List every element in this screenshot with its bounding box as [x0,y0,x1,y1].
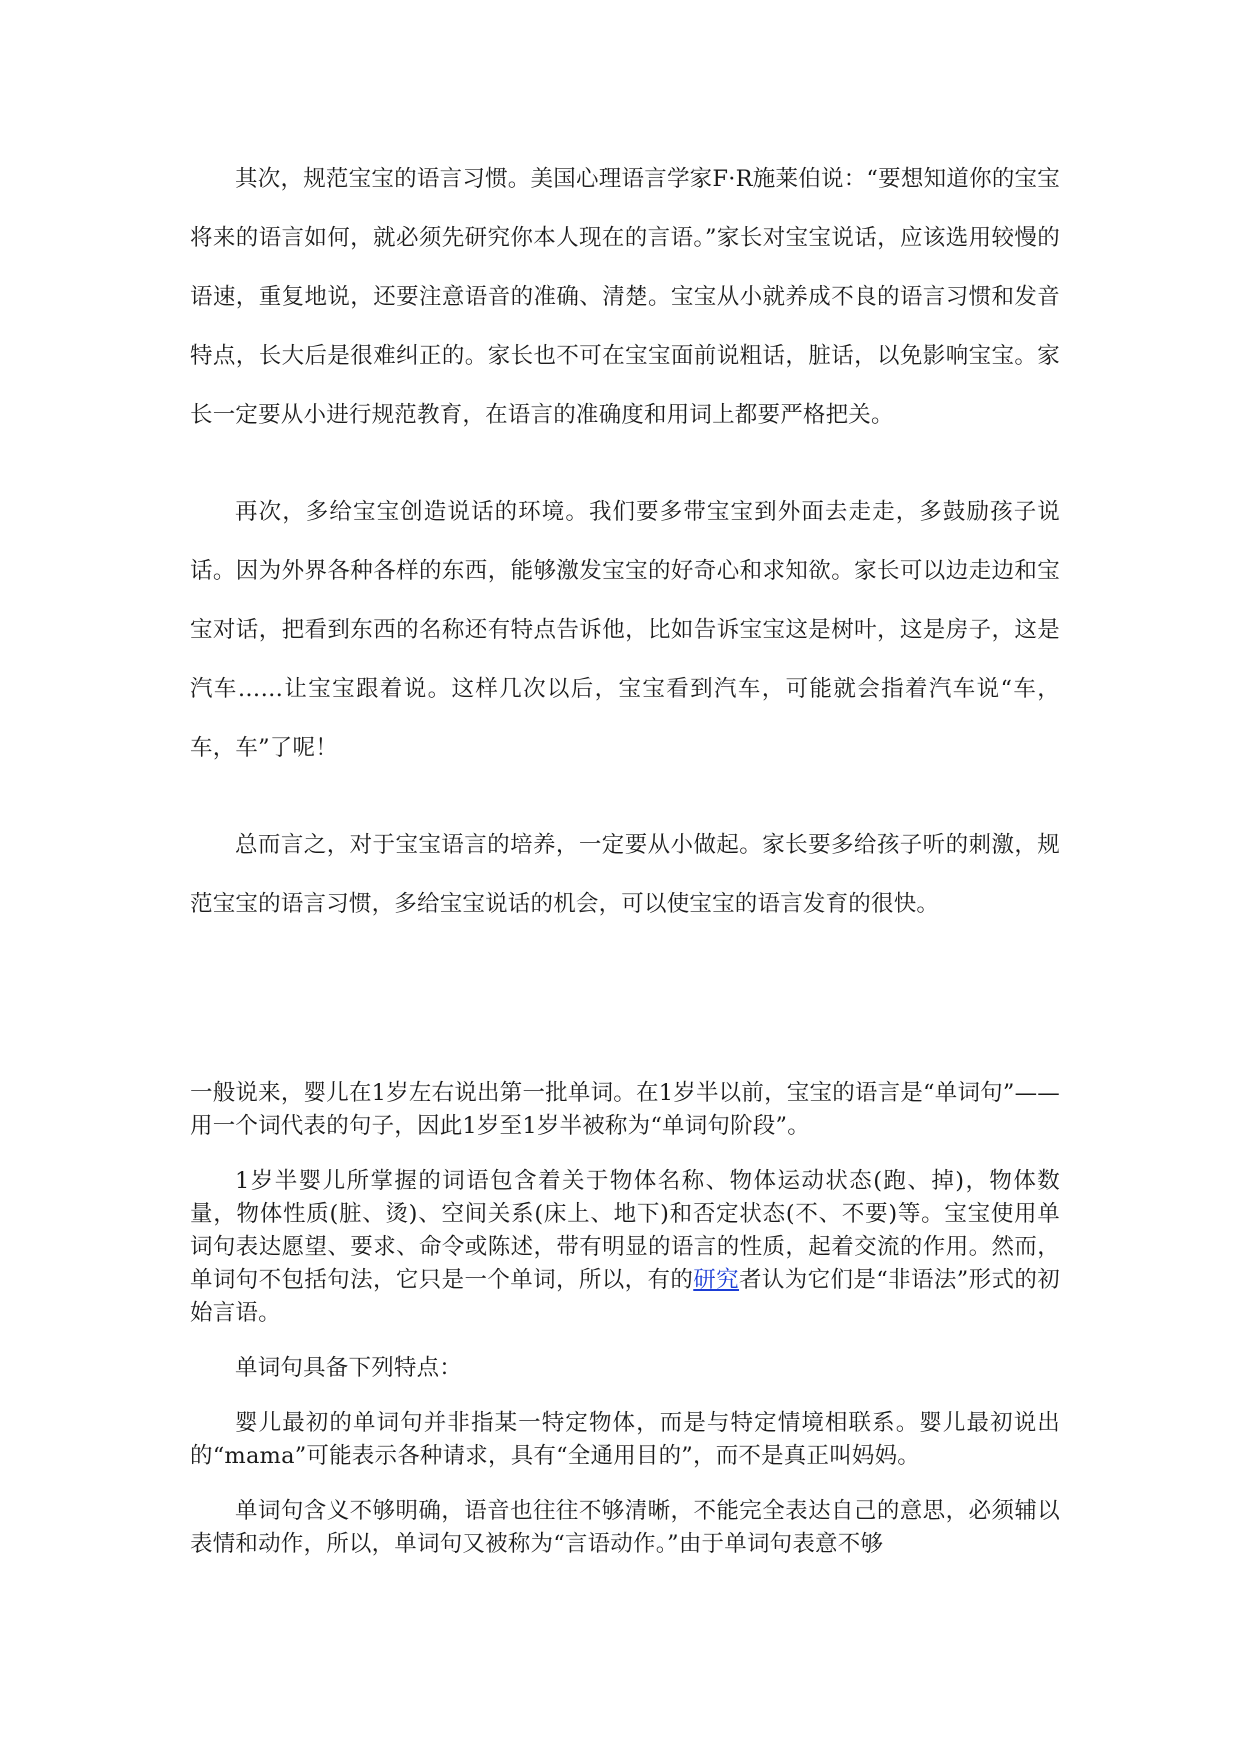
paragraph-feature-ambiguity: 单词句含义不够明确，语音也往往不够清晰，不能完全表达自己的意思，必须辅以表情和动作，所以，单词句又被称为“言语动作。”由于单词句表意不够 [190,1498,1060,1557]
paragraph-vocabulary-text: 1岁半婴儿所掌握的词语包含着关于物体名称、物体运动状态(跑、掉)，物体数量，物体性质(脏、烫)、空间关系(床上、地下)和否定状态(不、不要)等。宝宝使用单词句表达愿望、要求、命令或陈述，带有明显的语言的性质，起着交流的作用。然而，单词句不包括句法，它只是一个单词，所以，有的 [190,1168,1060,1293]
paragraph-standardize-habits: 其次，规范宝宝的语言习惯。美国心理语言学家F·R施莱伯说：“要想知道你的宝宝将来的语言如何，就必须先研究你本人现在的言语。”家长对宝宝说话，应该选用较慢的语速，重复地说，还要注意语音的准确、清楚。宝宝从小就养成不良的语言习惯和发音特点，长大后是很难纠正的。家长也不可在宝宝面前说粗话，脏话，以免影响宝宝。家长一定要从小进行规范教育，在语言的准确度和用词上都要严格把关。 [190,166,1060,428]
paragraph-summary: 总而言之，对于宝宝语言的培养，一定要从小做起。家长要多给孩子听的刺激，规范宝宝的语言习惯，多给宝宝说话的机会，可以使宝宝的语言发育的很快。 [190,832,1060,917]
section-single-word-sentence [190,1077,1060,1583]
research-link[interactable]: 研究 [693,1267,740,1293]
section-language-habits [190,150,1060,972]
paragraph-vocabulary [190,1165,1060,1330]
paragraph-vocabulary-tail: 者认为它们是“非语法”形式的初始言语。 [190,1267,1060,1326]
paragraph-create-environment: 再次，多给宝宝创造说话的环境。我们要多带宝宝到外面去走走，多鼓励孩子说话。因为外界各种各样的东西，能够激发宝宝的好奇心和求知欲。家长可以边走边和宝宝对话，把看到东西的名称还有特点告诉他，比如告诉宝宝这是树叶，这是房子，这是汽车……让宝宝跟着说。这样几次以后，宝宝看到汽车，可能就会指着汽车说“车，车，车”了呢！ [190,499,1060,761]
paragraph-feature-context: 婴儿最初的单词句并非指某一特定物体，而是与特定情境相联系。婴儿最初说出的“mama”可能表示各种请求，具有“全通用目的”，而不是真正叫妈妈。 [190,1410,1060,1469]
paragraph-features-heading: 单词句具备下列特点： [235,1355,463,1381]
paragraph-first-words: 一般说来，婴儿在1岁左右说出第一批单词。在1岁半以前，宝宝的语言是“单词句”——用一个词代表的句子，因此1岁至1岁半被称为“单词句阶段”。 [190,1080,1060,1139]
